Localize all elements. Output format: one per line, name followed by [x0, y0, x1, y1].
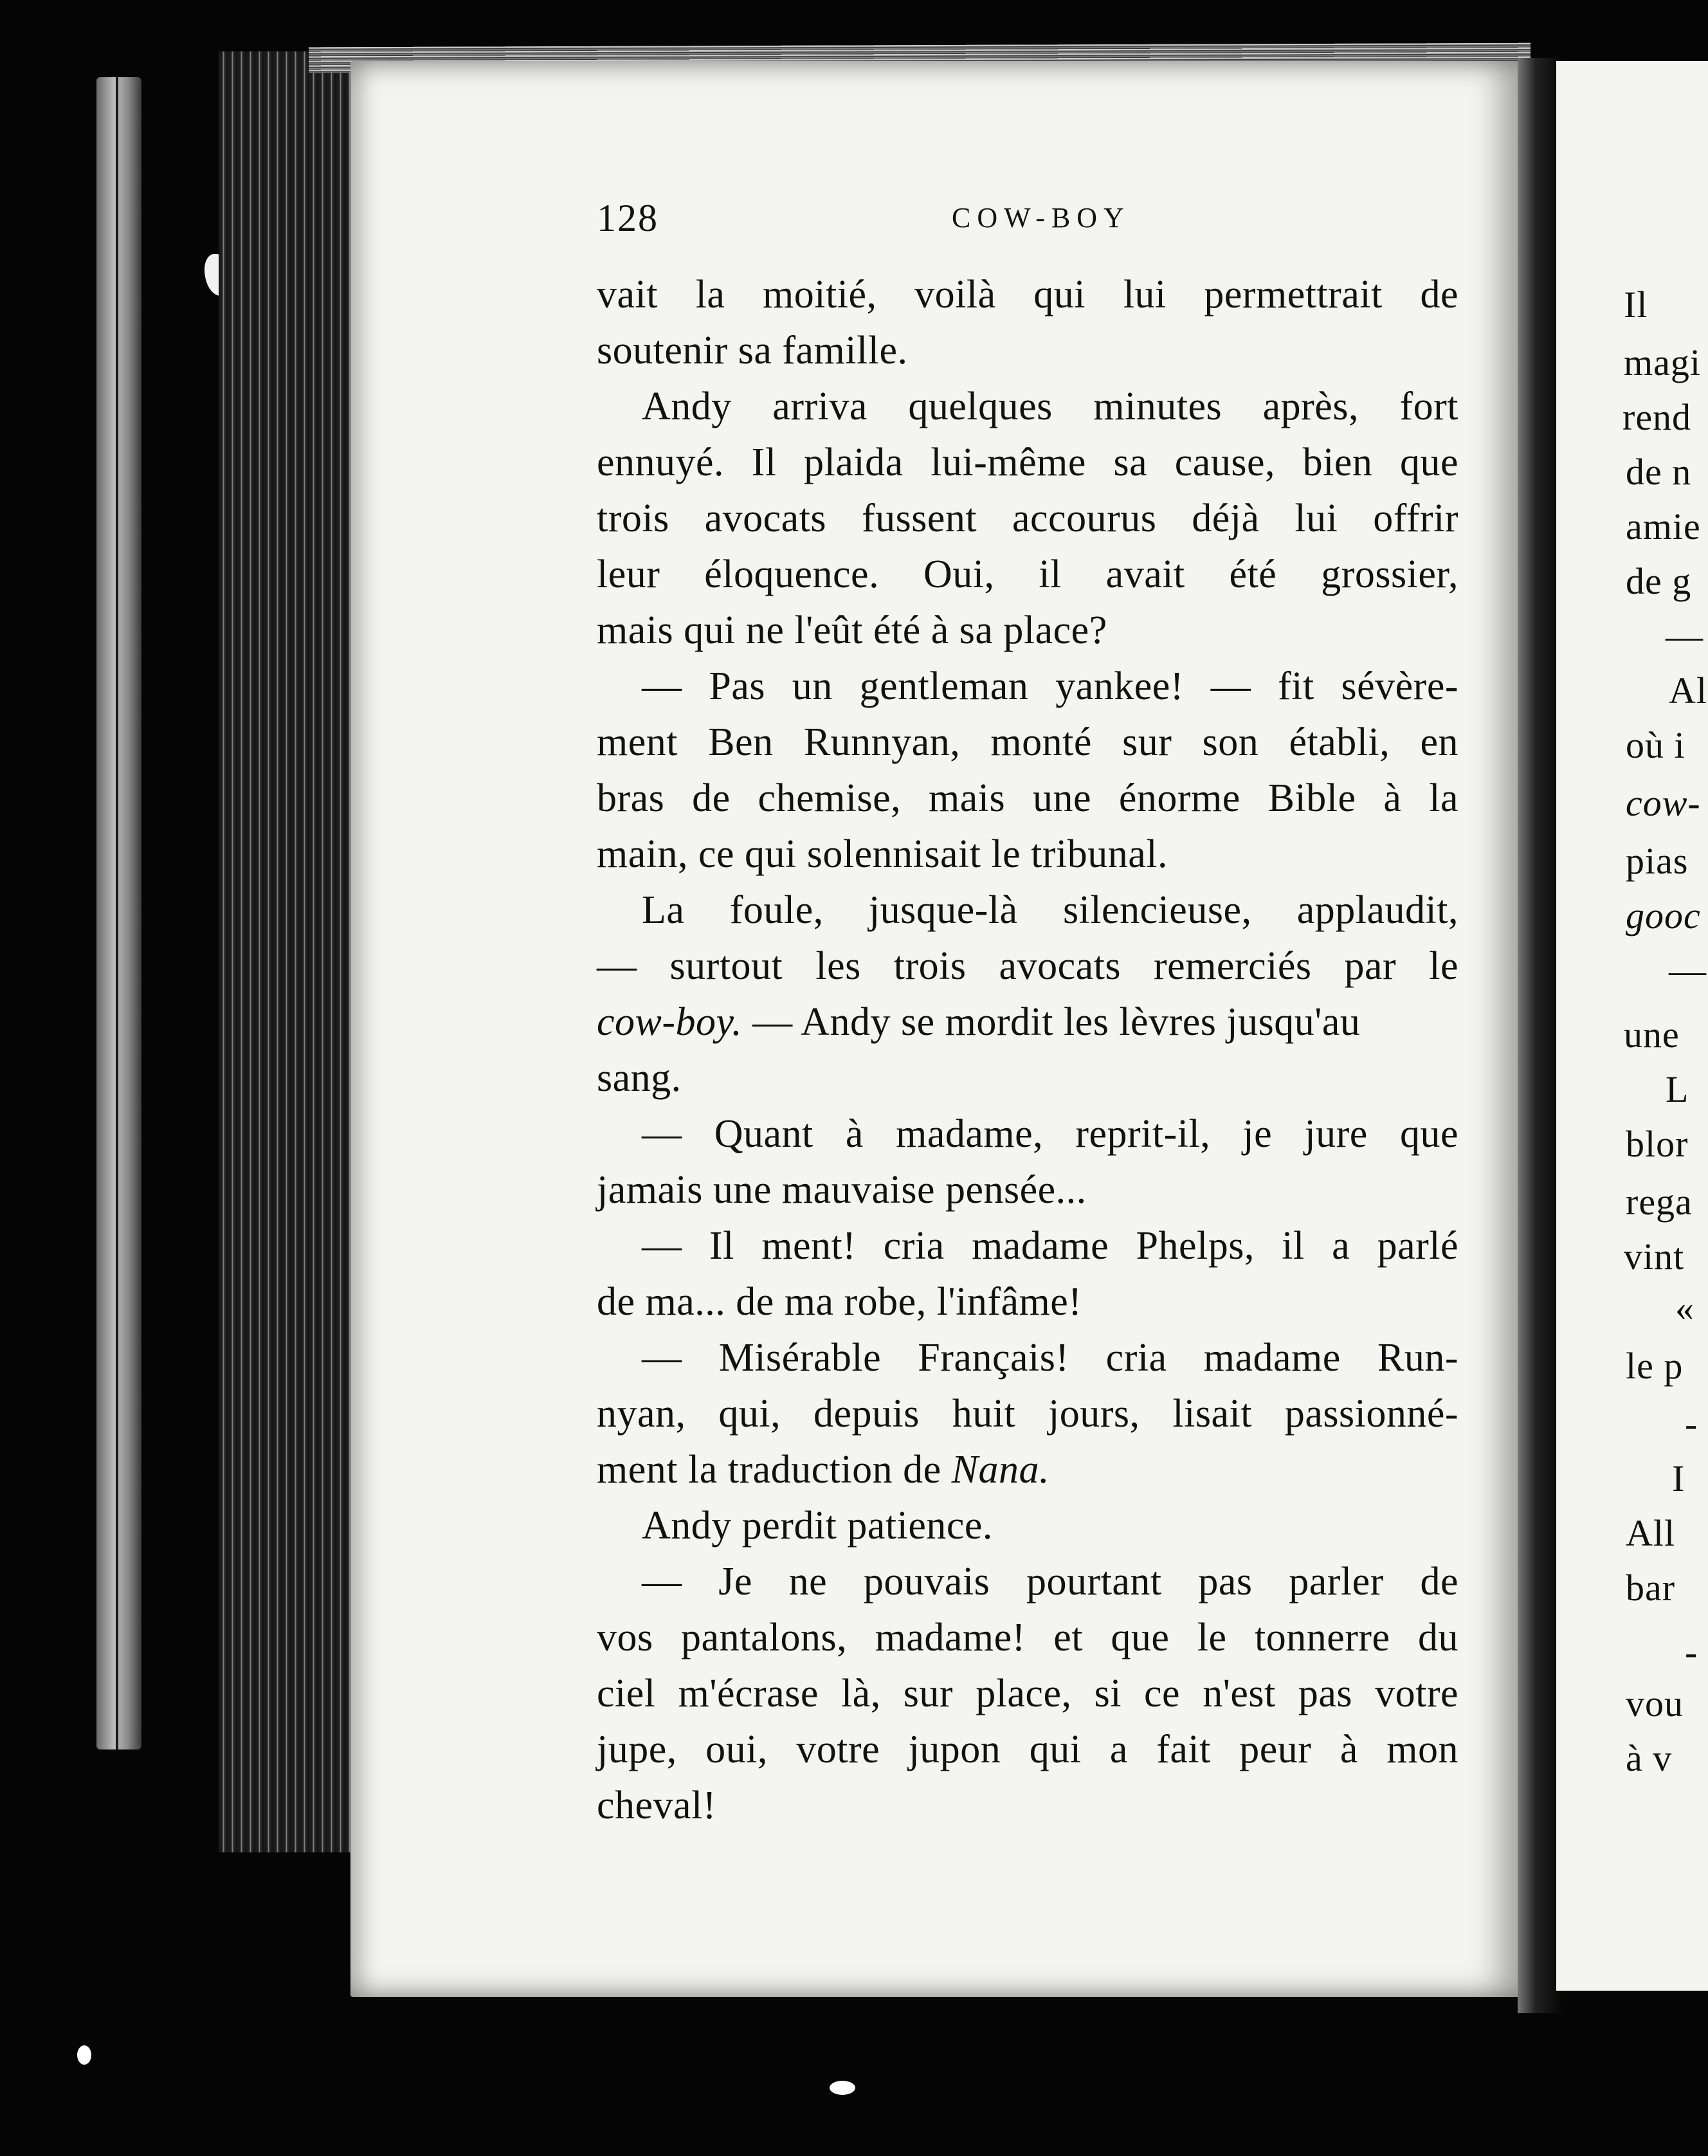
facing-page-fragment: «	[1675, 1287, 1694, 1329]
facing-page-fragment: le p	[1626, 1345, 1684, 1387]
facing-page-fragment: de n	[1626, 451, 1692, 493]
running-title: COW-BOY	[952, 202, 1131, 233]
text-line: jupe, oui, votre jupon qui a fait peur à mon	[597, 1728, 1458, 1771]
page-header	[597, 196, 1143, 248]
text-line: trois avocats fussent accourus déjà lui offrir	[597, 497, 1458, 540]
text-line: nyan, qui, depuis huit jours, lisait passionné-	[597, 1392, 1458, 1436]
facing-page-fragment: où i	[1626, 724, 1685, 766]
text-line: vos pantalons, madame! et que le tonnerre du	[597, 1616, 1458, 1659]
page-stack-edges	[219, 51, 367, 1852]
facing-page-fragment: gooc	[1626, 895, 1701, 936]
text-line: ment Ben Runnyan, monté sur son établi, en	[597, 720, 1458, 764]
facing-page-fragment: —	[1669, 949, 1707, 991]
body-text	[597, 267, 1458, 1834]
scan-speck	[830, 2081, 855, 2095]
text-fragment: — Andy se mordit les lèvres jusqu'au	[752, 1000, 1361, 1044]
text-line: Andy perdit patience.	[642, 1504, 993, 1548]
text-line: — Il ment! cria madame Phelps, il a parlé	[642, 1224, 1458, 1268]
text-line: — surtout les trois avocats remerciés par le	[597, 944, 1458, 988]
facing-page-fragment: de g	[1626, 560, 1692, 602]
facing-page-fragment: Al	[1669, 670, 1707, 711]
text-line	[597, 1442, 1458, 1498]
facing-page-fragment: rega	[1626, 1181, 1693, 1223]
facing-page-fragment: I	[1672, 1457, 1685, 1499]
facing-page-fragment: All	[1626, 1512, 1676, 1554]
facing-page-fragment: bar	[1626, 1567, 1676, 1609]
text-fragment: ment la traduction de	[597, 1448, 941, 1492]
text-line: La foule, jusque-là silencieuse, applaudit,	[642, 888, 1458, 932]
book-cover-edge	[96, 77, 141, 1749]
facing-page-fragment: -	[1685, 1403, 1698, 1445]
facing-page-fragment: blor	[1626, 1123, 1689, 1165]
text-line: ennuyé. Il plaida lui-même sa cause, bien que	[597, 441, 1458, 484]
text-line: ciel m'écrase là, sur place, si ce n'est pas votre	[597, 1672, 1458, 1715]
scan-speck	[77, 2045, 91, 2065]
text-line: leur éloquence. Oui, il avait été grossier,	[597, 553, 1458, 596]
facing-page-fragment: vou	[1626, 1683, 1684, 1724]
facing-page-fragment: une	[1624, 1014, 1680, 1055]
text-line: soutenir sa famille.	[597, 329, 908, 372]
italic-word: cow-boy.	[597, 1000, 743, 1044]
text-line: bras de chemise, mais une énorme Bible à la	[597, 776, 1458, 820]
text-line	[597, 994, 1458, 1050]
page-number: 128	[597, 197, 659, 239]
text-line: — Pas un gentleman yankee! — fit sévère-	[642, 664, 1458, 708]
facing-page-fragment: L	[1666, 1068, 1689, 1110]
facing-page-fragment: -	[1685, 1631, 1698, 1673]
text-line: main, ce qui solennisait le tribunal.	[597, 832, 1168, 876]
facing-page-fragment: amie	[1626, 506, 1701, 547]
text-line: mais qui ne l'eût été à sa place?	[597, 608, 1107, 652]
facing-page-fragment: à v	[1626, 1737, 1673, 1779]
facing-page-fragment: Il	[1624, 284, 1648, 325]
text-line: — Misérable Français! cria madame Run-	[642, 1336, 1458, 1380]
text-line: — Quant à madame, reprit-il, je jure que	[642, 1112, 1458, 1156]
facing-page-fragment: —	[1666, 615, 1703, 657]
text-line: de ma... de ma robe, l'infâme!	[597, 1280, 1082, 1324]
text-line: jamais une mauvaise pensée...	[597, 1168, 1087, 1212]
facing-page	[1556, 61, 1708, 1991]
text-line: cheval!	[597, 1784, 716, 1827]
text-line: vait la moitié, voilà qui lui permettrait de	[597, 273, 1458, 316]
text-line: — Je ne pouvais pourtant pas parler de	[642, 1560, 1458, 1603]
facing-page-fragment: cow-	[1626, 782, 1701, 824]
italic-word: Nana.	[951, 1448, 1049, 1492]
facing-page-fragment: rend	[1622, 396, 1692, 438]
text-line: Andy arriva quelques minutes après, fort	[642, 385, 1458, 428]
facing-page-fragment: pias	[1626, 840, 1689, 882]
facing-page-fragment: vint	[1624, 1236, 1685, 1277]
facing-page-fragment: magi	[1624, 342, 1701, 383]
text-line: sang.	[597, 1056, 682, 1100]
